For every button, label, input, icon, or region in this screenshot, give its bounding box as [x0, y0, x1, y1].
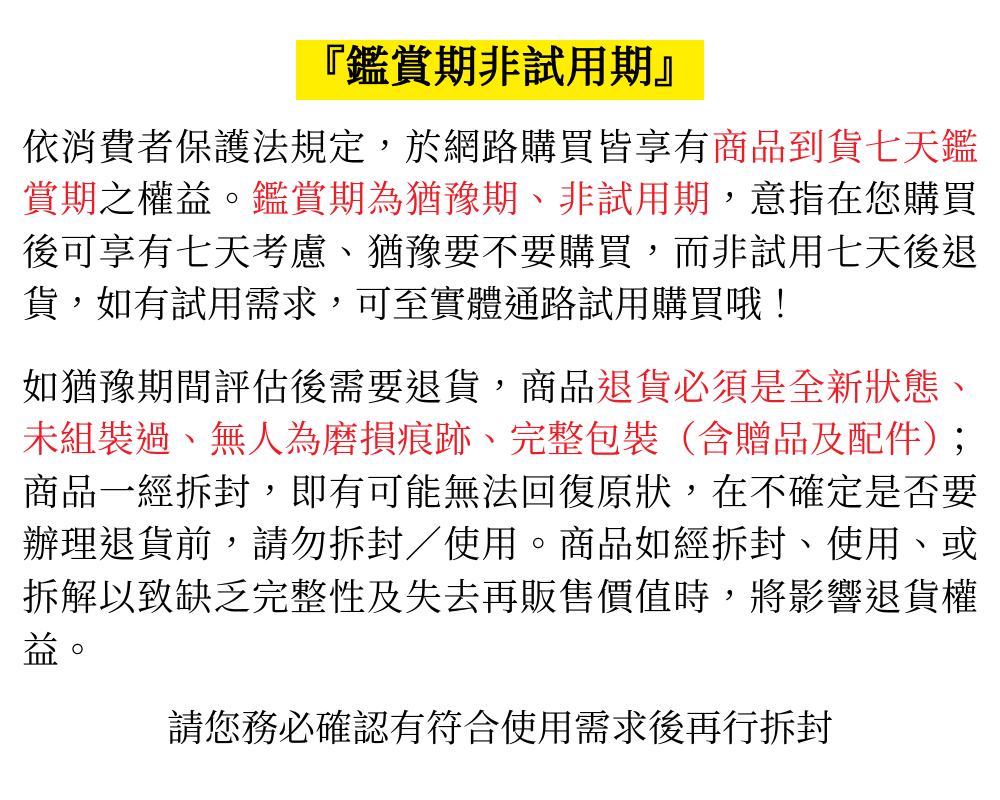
- paragraph1-segment-3: ，意指在您購買後可享有七天考慮、猶豫要不要購買，而非試用七天後退貨，如有試用需求，可至實體通路試用購買哦！: [22, 179, 979, 326]
- paragraph2-segment-2: ；商品一經拆封，即有可能無法回復原狀，在不確定是否要辦理退貨前，請勿拆封／使用。商品如經拆封、使用、或拆解以致缺乏完整性及失去再販售價值時，將影響退貨權益。: [22, 419, 978, 671]
- paragraph-cooling-off-period: [22, 122, 978, 332]
- footer-note: 請您務必確認有符合使用需求後再行拆封: [167, 708, 833, 750]
- paragraph2-segment-1: 如猶豫期間評估後需要退貨，商品: [22, 366, 597, 408]
- paragraph-return-conditions: [22, 362, 978, 677]
- paragraph1-segment-1: 依消費者保護法規定，於網路購買皆享有: [22, 126, 712, 168]
- paragraph1-segment-2: 之權益。: [98, 179, 252, 221]
- page-title: 『鑑賞期非試用期』: [296, 40, 704, 100]
- paragraph2-highlight-1: 退貨必須是全新狀態、未組裝過、無人為磨損痕跡、完整包裝（含贈品及配件）: [22, 366, 978, 461]
- paragraph1-highlight-2: 鑑賞期為猶豫期、非試用期: [251, 179, 712, 221]
- title-row: [22, 40, 978, 100]
- paragraph1-highlight-1: 商品到貨七天鑑賞期: [22, 126, 978, 221]
